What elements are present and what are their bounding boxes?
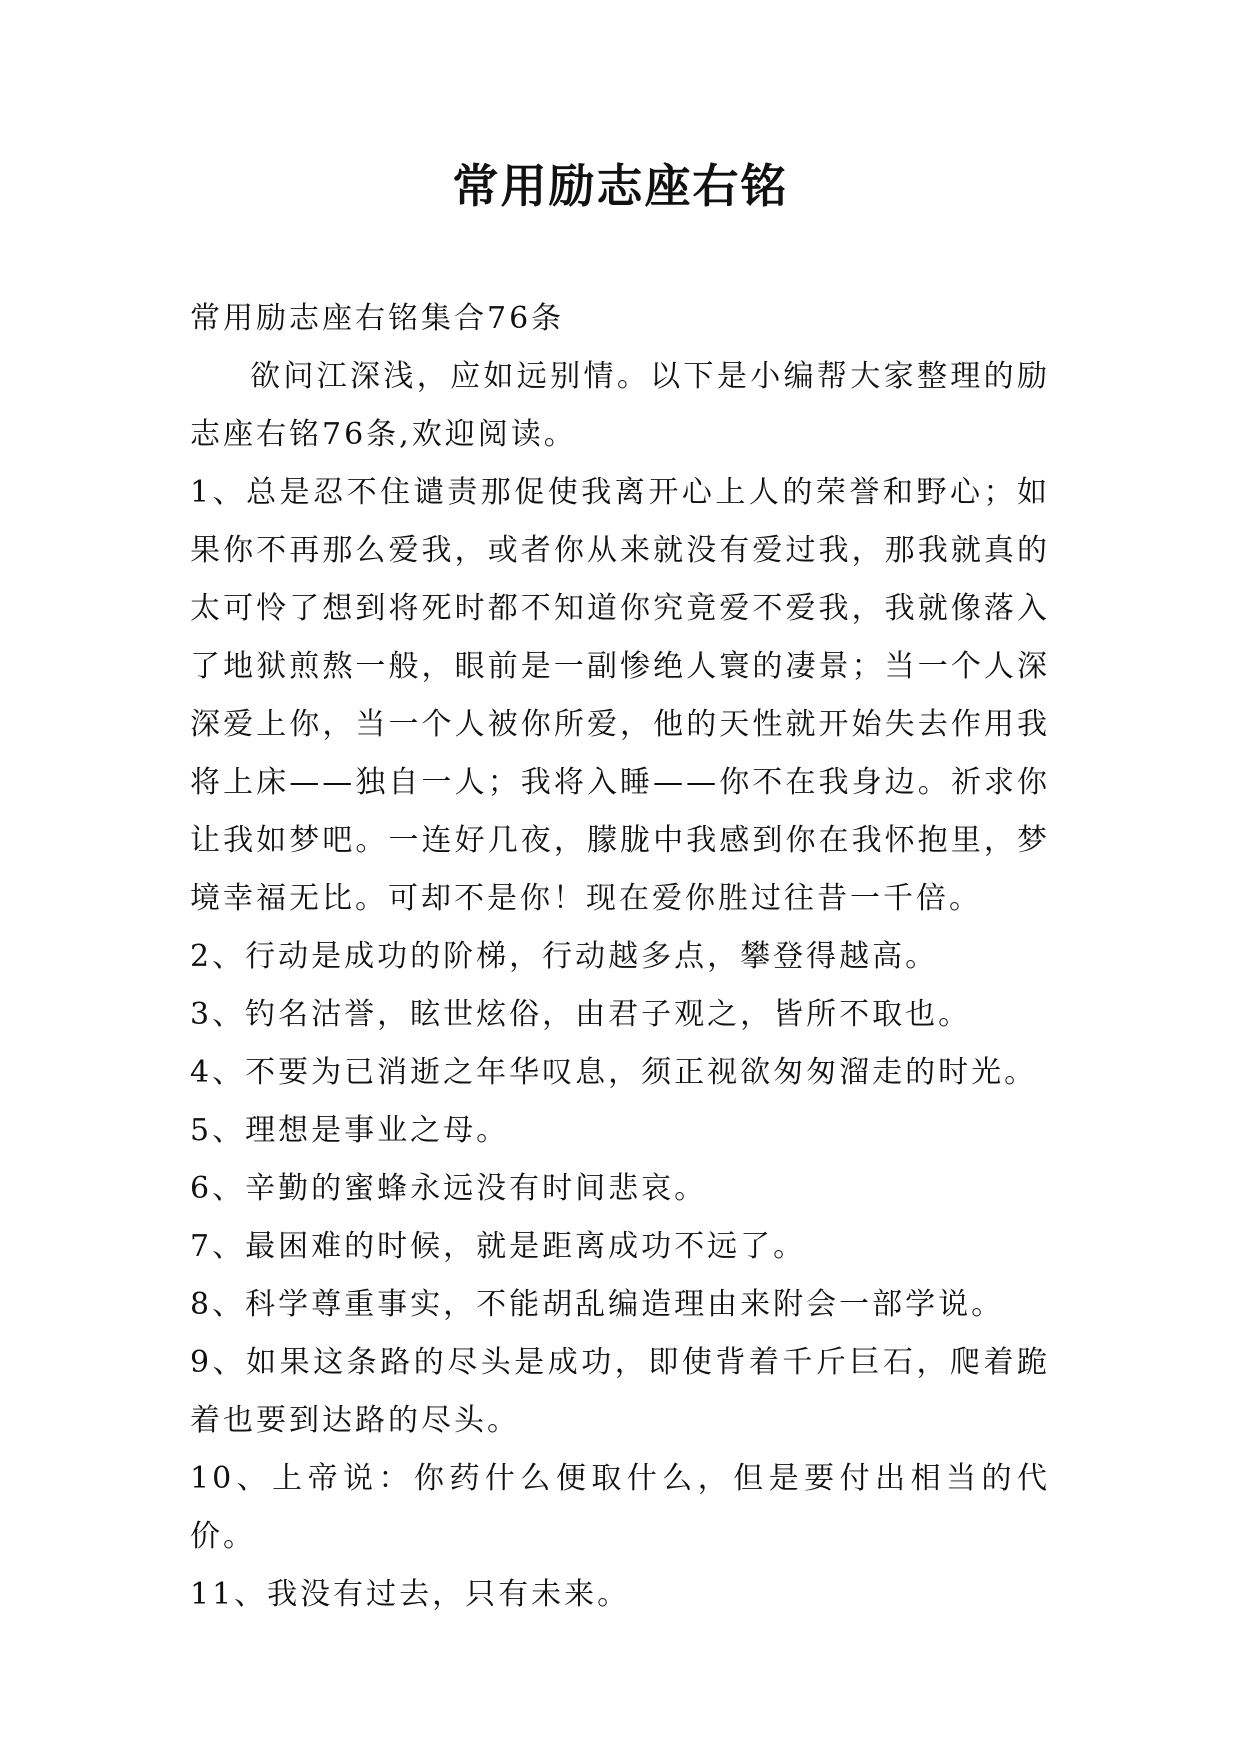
list-item-10: 10、上帝说：你药什么便取什么，但是要付出相当的代价。 — [190, 1461, 1050, 1554]
list-item-9: 9、如果这条路的尽头是成功，即使背着千斤巨石，爬着跪着也要到达路的尽头。 — [190, 1345, 1050, 1438]
document-subtitle: 常用励志座右铭集合76条 — [190, 301, 565, 336]
list-item-4: 4、不要为已消逝之年华叹息，须正视欲匆匆溜走的时光。 — [190, 1055, 1038, 1090]
list-item-3: 3、钓名沽誉，眩世炫俗，由君子观之，皆所不取也。 — [190, 997, 972, 1032]
list-item-2: 2、行动是成功的阶梯，行动越多点，攀登得越高。 — [190, 939, 939, 974]
document-title: 常用励志座右铭 — [452, 159, 789, 213]
list-item-7: 7、最困难的时候，就是距离成功不远了。 — [190, 1229, 807, 1264]
intro-paragraph: 欲问江深浅，应如远别情。以下是小编帮大家整理的励志座右铭76条,欢迎阅读。 — [190, 359, 1050, 452]
document-body — [190, 290, 1050, 1624]
list-item-11: 11、我没有过去，只有未来。 — [190, 1577, 631, 1612]
list-item-5: 5、理想是事业之母。 — [190, 1113, 510, 1148]
list-item-1: 1、总是忍不住谴责那促使我离开心上人的荣誉和野心；如果你不再那么爱我，或者你从来就没有爱过我，那我就真的太可怜了想到将死时都不知道你究竟爱不爱我，我就像落入了地狱煎熬一般，眼前是一副惨绝人寰的凄景；当一个人深深爱上你，当一个人被你所爱，他的天性就开始失去作用我将上床——独自一人；我将入睡——你不在我身边。祈求你让我如梦吧。一连好几夜，朦胧中我感到你在我怀抱里，梦境幸福无比。可却不是你！现在爱你胜过往昔一千倍。 — [190, 475, 1050, 916]
list-item-8: 8、科学尊重事实，不能胡乱编造理由来附会一部学说。 — [190, 1287, 1005, 1322]
list-item-6: 6、辛勤的蜜蜂永远没有时间悲哀。 — [190, 1171, 708, 1206]
